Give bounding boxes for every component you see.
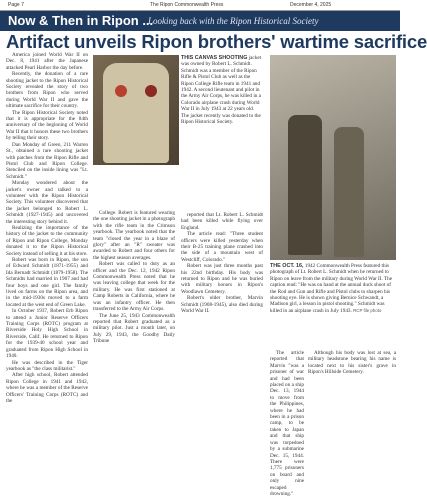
paragraph: Robert was just three months past his 22nd birthday. His body was returned to Ripon and he was buried with military honors in Ripon's Woodlawn Cemetery. <box>181 263 263 295</box>
article-column-3 <box>181 212 263 396</box>
caption-title: THIS CANVAS SHOOTING <box>181 55 248 61</box>
photo-credit: RCP file photo <box>353 307 382 313</box>
photo-caption-2 <box>270 263 396 347</box>
paragraph: The Ripon Historical Society noted that it is appropriate for the 84th anniversary of the beginning of World War II that it honors these two brothers by telling their story. <box>6 109 88 142</box>
headline: Artifact unveils Ripon brothers' wartime sacrifice <box>6 31 427 52</box>
photo-caption-1 <box>181 55 263 205</box>
newspaper-name: The Ripon Commonwealth Press <box>150 2 224 8</box>
caption-text: 1942 Commonwealth Press featured this photograph of Lt. Robert L. Schmidt when he returned to Ripon on leave from the military during World War II. The caption read: "He was on hand at the annual duck shoot of the Rod and Gun and Rifle and Pistol clubs to sharpen his shooting eye. He is shown giving Bernice Schwandt, a Madison girl, a lesson in pistol shooting." Schmidt was killed in an airplane crash in July 1943. <box>270 263 393 314</box>
paragraph: In October 1937, Robert Erb Ripon to attend a Junior Reserve Officers Training Corps (ROTC) program at Riverside Holy High School in Riverside, Calif. He returned to Ripon for the 1939-40 school year and graduated from Ripon High School in 1940. <box>6 308 88 360</box>
woman-figure <box>334 127 364 257</box>
paragraph: Realizing the importance of the history of the jacket to the community of Ripon and Ripon College, Monday donated it to the Ripon Historical Society instead of selling it at his store. <box>6 224 88 257</box>
paragraph: After high school, Robert attended Ripon College in 1941 and 1942, where he was a member of the Reserve Officers' Training Corps (ROTC) and the <box>6 372 88 404</box>
article-column-4 <box>270 350 304 497</box>
page-header <box>0 0 400 11</box>
paragraph: Although his body was lost at sea, a military headstone bearing his name is located next to his sister's grave in Ripon's Hillside Cemetery. <box>308 350 396 376</box>
article-column-1 <box>6 52 88 404</box>
issue-date: December 4, 2025 <box>290 2 332 8</box>
paragraph: The article reported that Marvin "was a prisoner of war and had been placed on a ship Dec. 13, 1944 to move from the Philippines, where he had been in a prison camp, to be taken to Japan and that ship was torpedoed by a submarine Dec. 15, 1944. There were 1,775 prisoners on board and only nine escaped drowning." <box>270 350 304 497</box>
paragraph: reported that Lt. Robert L. Schmidt had been killed while flying over England. <box>181 212 263 231</box>
paragraph: College. Robert is featured wearing the one shooting jacket in a photograph with the rifle team in the Crimson yearbook. The yearbook noted that the team "closed the year in a blaze of glory" after an "R" sweater was awarded to Robert and four others for the highest season averages. <box>93 210 175 261</box>
pistol-lesson-photo <box>270 55 396 260</box>
paragraph: Robert was called to duty as an officer and the Dec. 12, 1942 Ripon Commonwealth Press noted that he was leaving college that week for the military. He was first stationed at Camp Roberts in California, where he was an infantry officer. He then transferred to the Army Air Corps. <box>93 261 175 313</box>
article-column-5 <box>308 350 396 396</box>
paragraph: Recently, the donation of a rare shooting jacket to the Ripon Historical Society revealed the story of two brothers from Ripon who served during World War II and gave the ultimate sacrifice for their country. <box>6 71 88 110</box>
paragraph: He was described in the Tiger yearbook as "the class militarist." <box>6 359 88 372</box>
banner-subtitle: Looking back with the Ripon Historical Society <box>148 16 319 26</box>
paragraph: Monday wondered about the jacket's owner and talked to a volunteer with the Ripon Historical Society. This volunteer discovered that the jacket belonged to Robert L. Schmidt (1927-1945) and uncovered the interesting story behind it. <box>6 180 88 225</box>
caption-text: jacket was owned by Robert L. Schmidt. Schmidt was a member of the Ripon Rifle & Pistol Club as well as the Ripon College Rifle team in 1941 and 1942. A second lieutenant and pilot in the Army Air Corps, he was killed in a Colorado airplane crash during World War II in July 1943 at 22 years old. The jacket recently was donated to the Ripon Historical Society. <box>181 55 262 126</box>
section-banner <box>0 11 400 31</box>
paragraph: America joined World War II on Dec. 8, 1941 after the Japanese attacked Pearl Harbor the day before. <box>6 52 88 71</box>
page-number: Page 7 <box>8 2 24 8</box>
soldier-figure <box>288 115 322 255</box>
article-column-2 <box>93 210 175 396</box>
paragraph: Robert's older brother, Marvin Schmidt (1908-1945), also died during World War II. <box>181 295 263 315</box>
banner-title: Now & Then in Ripon ... <box>8 13 154 28</box>
shooting-jacket-photo <box>93 55 179 165</box>
paragraph: Robert was born in Ripon, the son of Edward Schmidt (1871-1955) and Ida Bernadt Schmidt (1879-1958). The Schmidts had married in 1907 and had four boys and one girl. The family lived on farms on the Ripon area, and in the mid-1930s moved to a farm located at the west end of Green Lake. <box>6 257 88 308</box>
paragraph: The June 25, 1943 Commonwealth reported that Robert graduated as a military pilot. Just a month later, on July 29, 1943, the Goodby Daily Tribune <box>93 312 175 345</box>
college-patch <box>145 85 157 97</box>
paragraph: Dan Monday of Green, 211 Warren St., obtained a rare shooting jacket with patches from the Ripon Rifle and Pistol Club and Ripon College. Stenciled on the inside lining was "Lt. Schmidt." <box>6 141 88 180</box>
caption-title: THE OCT. 16, <box>270 263 304 269</box>
club-patch <box>115 85 127 97</box>
jacket-image <box>103 63 169 163</box>
paragraph: The article read: "Three student officers were killed yesterday when their B-25 training plane crashed into the side of a mountain west of Westcliff, Colorado." <box>181 231 263 263</box>
